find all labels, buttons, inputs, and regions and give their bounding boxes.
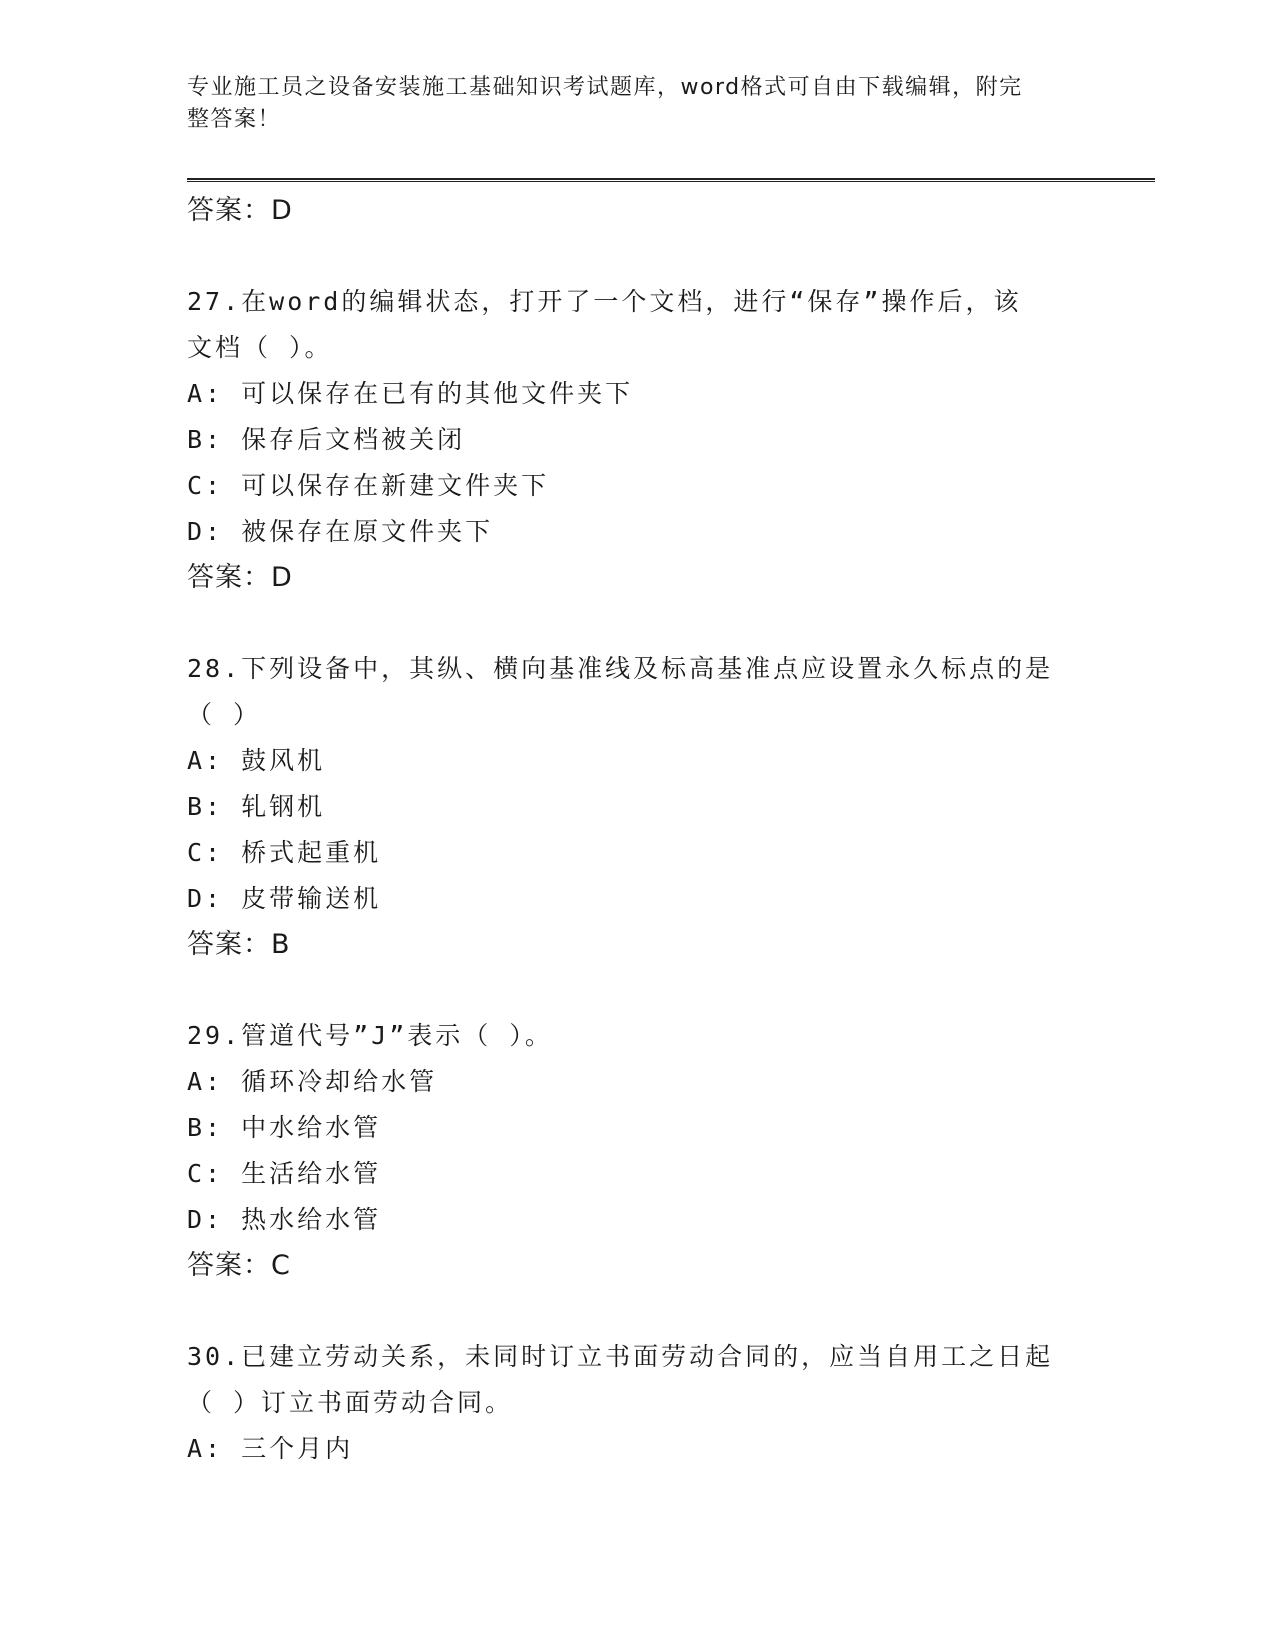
option-b: B: 轧钢机	[187, 792, 326, 821]
question-30	[187, 1334, 1087, 1472]
spacer	[187, 234, 1087, 279]
header-divider	[187, 178, 1155, 182]
header-line-1: 专业施工员之设备安装施工基础知识考试题库，word格式可自由下载编辑，附完	[187, 75, 1023, 100]
option-a: A: 鼓风机	[187, 746, 326, 775]
option-b: B: 中水给水管	[187, 1113, 382, 1142]
question-text-line: 29.管道代号”J”表示（ ）。	[187, 1021, 553, 1050]
answer-26: 答案：D	[187, 195, 293, 226]
spacer	[187, 1289, 1087, 1334]
document-header	[187, 72, 1067, 136]
question-text-line: 28.下列设备中，其纵、横向基准线及标高基准点应设置永久标点的是	[187, 654, 1054, 683]
option-a: A: 循环冷却给水管	[187, 1067, 438, 1096]
option-b: B: 保存后文档被关闭	[187, 425, 466, 454]
question-text-line: 30.已建立劳动关系，未同时订立书面劳动合同的，应当自用工之日起	[187, 1342, 1054, 1371]
header-line-2: 整答案！	[187, 107, 282, 132]
option-d: D: 热水给水管	[187, 1205, 382, 1234]
option-c: C: 可以保存在新建文件夹下	[187, 471, 550, 500]
answer: 答案：B	[187, 929, 291, 960]
question-text-line: （ ）订立书面劳动合同。	[187, 1388, 514, 1417]
spacer	[187, 968, 1087, 1013]
option-d: D: 皮带输送机	[187, 884, 382, 913]
question-text-line: （ ）	[187, 700, 262, 729]
question-list	[187, 188, 1087, 1472]
option-d: D: 被保存在原文件夹下	[187, 517, 494, 546]
option-c: C: 桥式起重机	[187, 838, 382, 867]
option-c: C: 生活给水管	[187, 1159, 382, 1188]
question-28	[187, 646, 1087, 968]
answer: 答案：C	[187, 1250, 291, 1281]
spacer	[187, 601, 1087, 646]
question-27	[187, 279, 1087, 601]
question-text-line: 27.在word的编辑状态，打开了一个文档，进行“保存”操作后，该	[187, 287, 1022, 316]
option-a: A: 可以保存在已有的其他文件夹下	[187, 379, 634, 408]
question-29	[187, 1013, 1087, 1289]
answer: 答案：D	[187, 562, 293, 593]
question-text-line: 文档（ ）。	[187, 333, 333, 362]
option-a: A: 三个月内	[187, 1434, 354, 1463]
